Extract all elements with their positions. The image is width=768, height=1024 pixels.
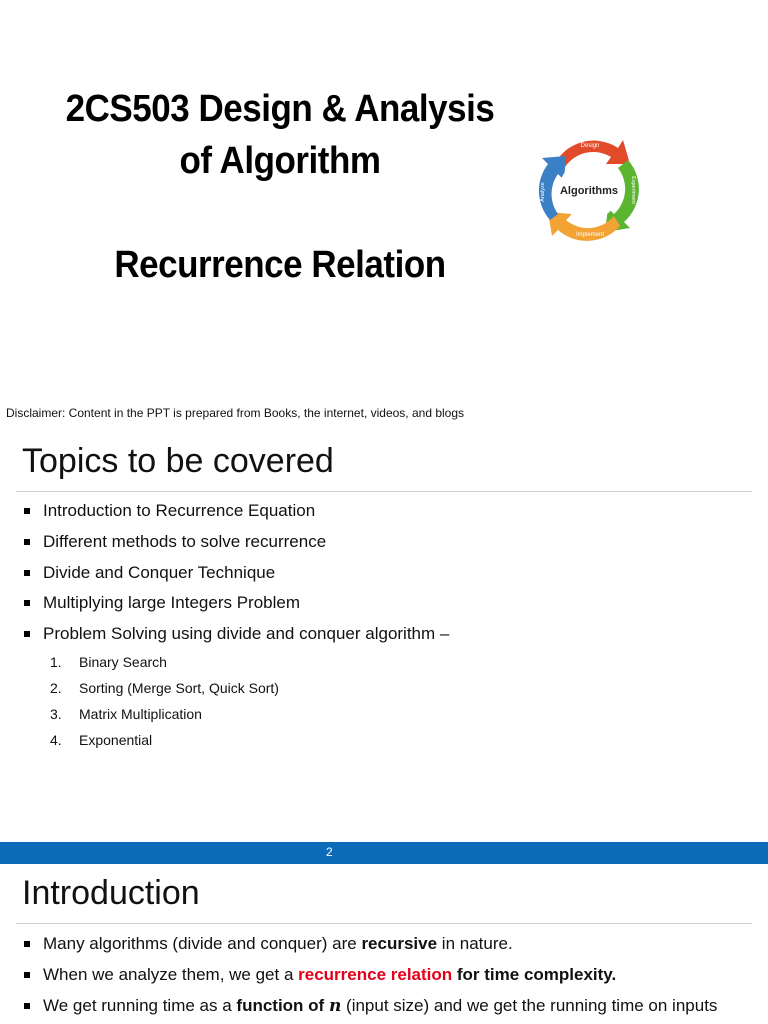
bullet-marker [24,508,30,514]
bullet-marker [24,972,30,978]
topics-divider [16,491,752,492]
disclaimer-text: Disclaimer: Content in the PPT is prepared from Books, the internet, videos, and blogs [6,406,465,420]
topic-bullet: Introduction to Recurrence Equation [24,501,315,521]
introduction-title: Introduction [22,874,200,912]
algorithms-cycle-logo [530,130,648,248]
title-line-1: 2CS503 Design & Analysis [65,88,495,130]
intro-bullet: We get running time as a function of n (input size) and we get the running time on inputs [24,996,717,1016]
bullet-marker [24,600,30,606]
title-line-2: of Algorithm [179,140,381,182]
topic-bullet: Different methods to solve recurrence [24,532,326,552]
logo-analyze-label: Analyze [540,182,546,202]
logo-experiment-label: Experiment [630,176,636,204]
logo-center-text: Algorithms [559,185,619,197]
subtopic-item: 4. Exponential [50,732,153,748]
bullet-marker [24,570,30,576]
intro-bullet: When we analyze them, we get a recurrence relation for time complexity. [24,965,616,985]
bullet-marker [24,631,30,637]
logo-design-label: Design [580,143,600,149]
intro-divider [16,923,752,924]
topics-title: Topics to be covered [22,442,334,480]
bullet-marker [24,539,30,545]
page-number: 2 [326,845,333,859]
logo-implement-label: Implement [575,232,605,238]
intro-bullet: Many algorithms (divide and conquer) are recursive in nature. [24,934,513,954]
bullet-marker [24,1003,30,1009]
topic-bullet: Divide and Conquer Technique [24,563,275,583]
topic-bullet: Problem Solving using divide and conquer algorithm – [24,624,449,644]
title-slide [0,0,768,400]
slide-footer-bar [0,842,768,864]
subtopic-item: 1. Binary Search [50,654,167,670]
subtitle: Recurrence Relation [114,244,446,286]
subtopic-item: 3. Matrix Multiplication [50,706,202,722]
bullet-marker [24,941,30,947]
topic-bullet: Multiplying large Integers Problem [24,593,300,613]
subtopic-item: 2. Sorting (Merge Sort, Quick Sort) [50,680,279,696]
